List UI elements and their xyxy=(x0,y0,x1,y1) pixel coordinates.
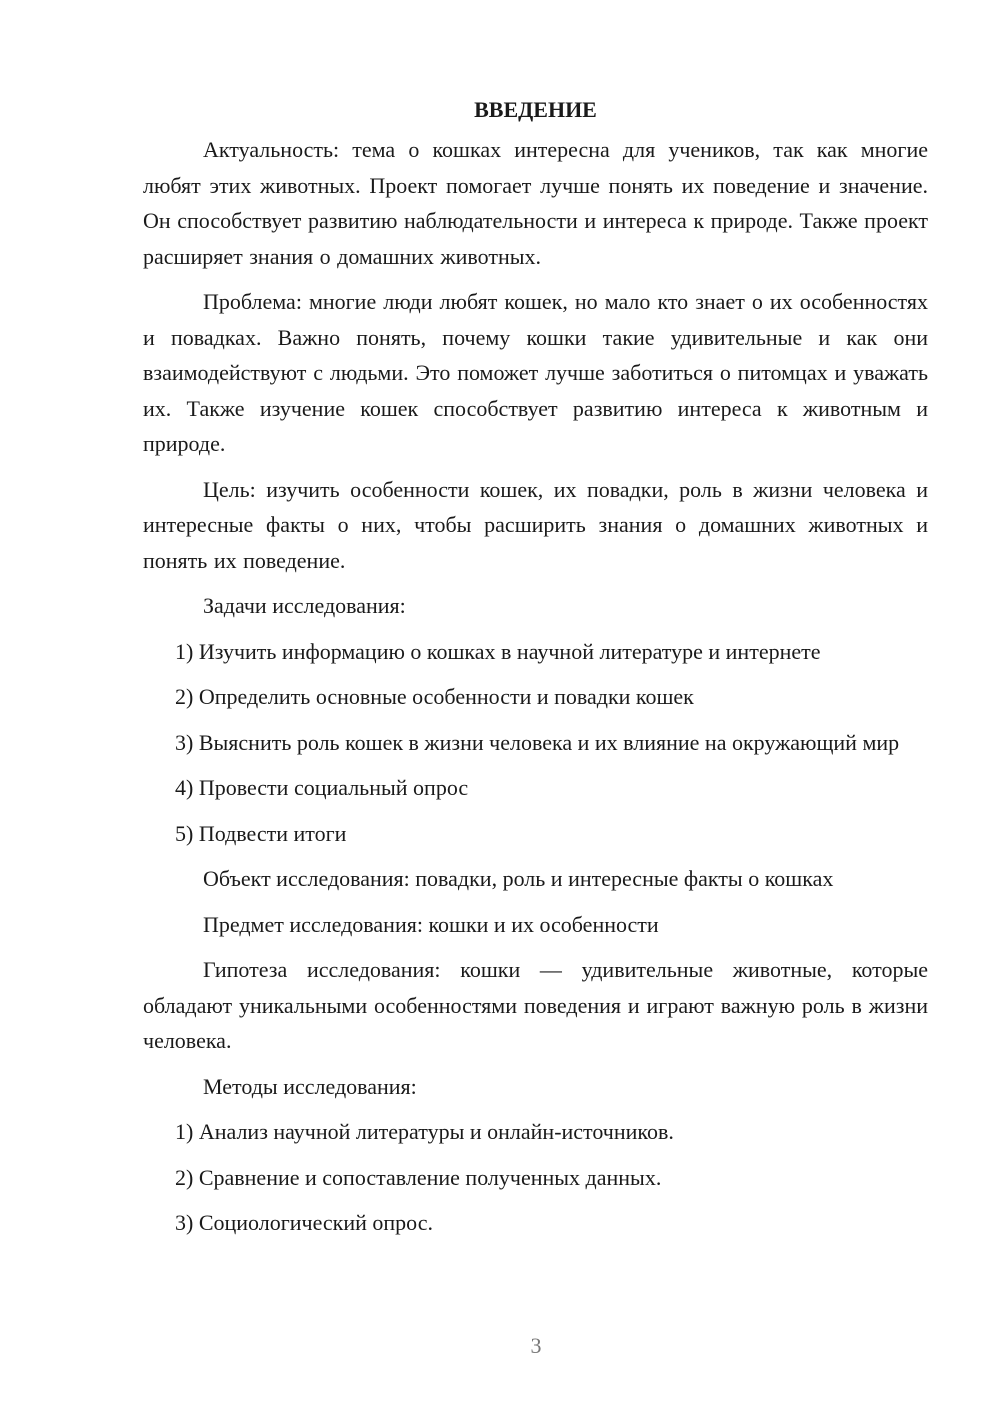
task-item-1: 1) Изучить информацию о кошках в научной литературе и интернете xyxy=(175,638,821,664)
section-title: ВВЕДЕНИЕ xyxy=(474,97,597,122)
object-paragraph: Объект исследования: повадки, роль и интересные факты о кошках xyxy=(203,866,834,891)
methods-heading: Методы исследования: xyxy=(203,1073,417,1099)
tasks-heading: Задачи исследования: xyxy=(203,593,406,618)
goal-paragraph: Цель: изучить особенности кошек, их повадки, роль в жизни человека и интересные факты о них, чтобы расширить знания о домашних животных и понять их поведение. xyxy=(143,476,928,573)
document-page xyxy=(143,92,928,1251)
task-item-3: 3) Выяснить роль кошек в жизни человека и их влияние на окружающий мир xyxy=(175,729,900,755)
task-item-5: 5) Подвести итоги xyxy=(175,820,347,846)
page-number: 3 xyxy=(530,1333,542,1358)
method-item-3: 3) Социологический опрос. xyxy=(175,1210,433,1235)
method-item-1: 1) Анализ научной литературы и онлайн-источников. xyxy=(175,1119,674,1144)
task-item-4: 4) Провести социальный опрос xyxy=(175,775,469,800)
task-item-2: 2) Определить основные особенности и повадки кошек xyxy=(175,684,694,709)
problem-paragraph: Проблема: многие люди любят кошек, но мало кто знает о их особенностях и повадках. Важно понять, почему кошки такие удивительные и как они взаимодействуют с людьми. Это поможет лучше заботиться о питомцах и уважать их. Также изучение кошек способствует развитию интереса к животным и природе. xyxy=(143,289,928,456)
hypothesis-paragraph: Гипотеза исследования: кошки — удивительные животные, которые обладают уникальными особенностями поведения и играют важную роль в жизни человека. xyxy=(143,957,928,1053)
relevance-paragraph: Актуальность: тема о кошках интересна для учеников, так как многие любят этих животных. Проект помогает лучше понять их поведение и значение. Он способствует развитию наблюдательности и интереса к природе. Также проект расширяет знания о домашних животных. xyxy=(143,137,928,269)
method-item-2: 2) Сравнение и сопоставление полученных данных. xyxy=(175,1164,662,1190)
subject-paragraph: Предмет исследования: кошки и их особенности xyxy=(203,911,659,937)
